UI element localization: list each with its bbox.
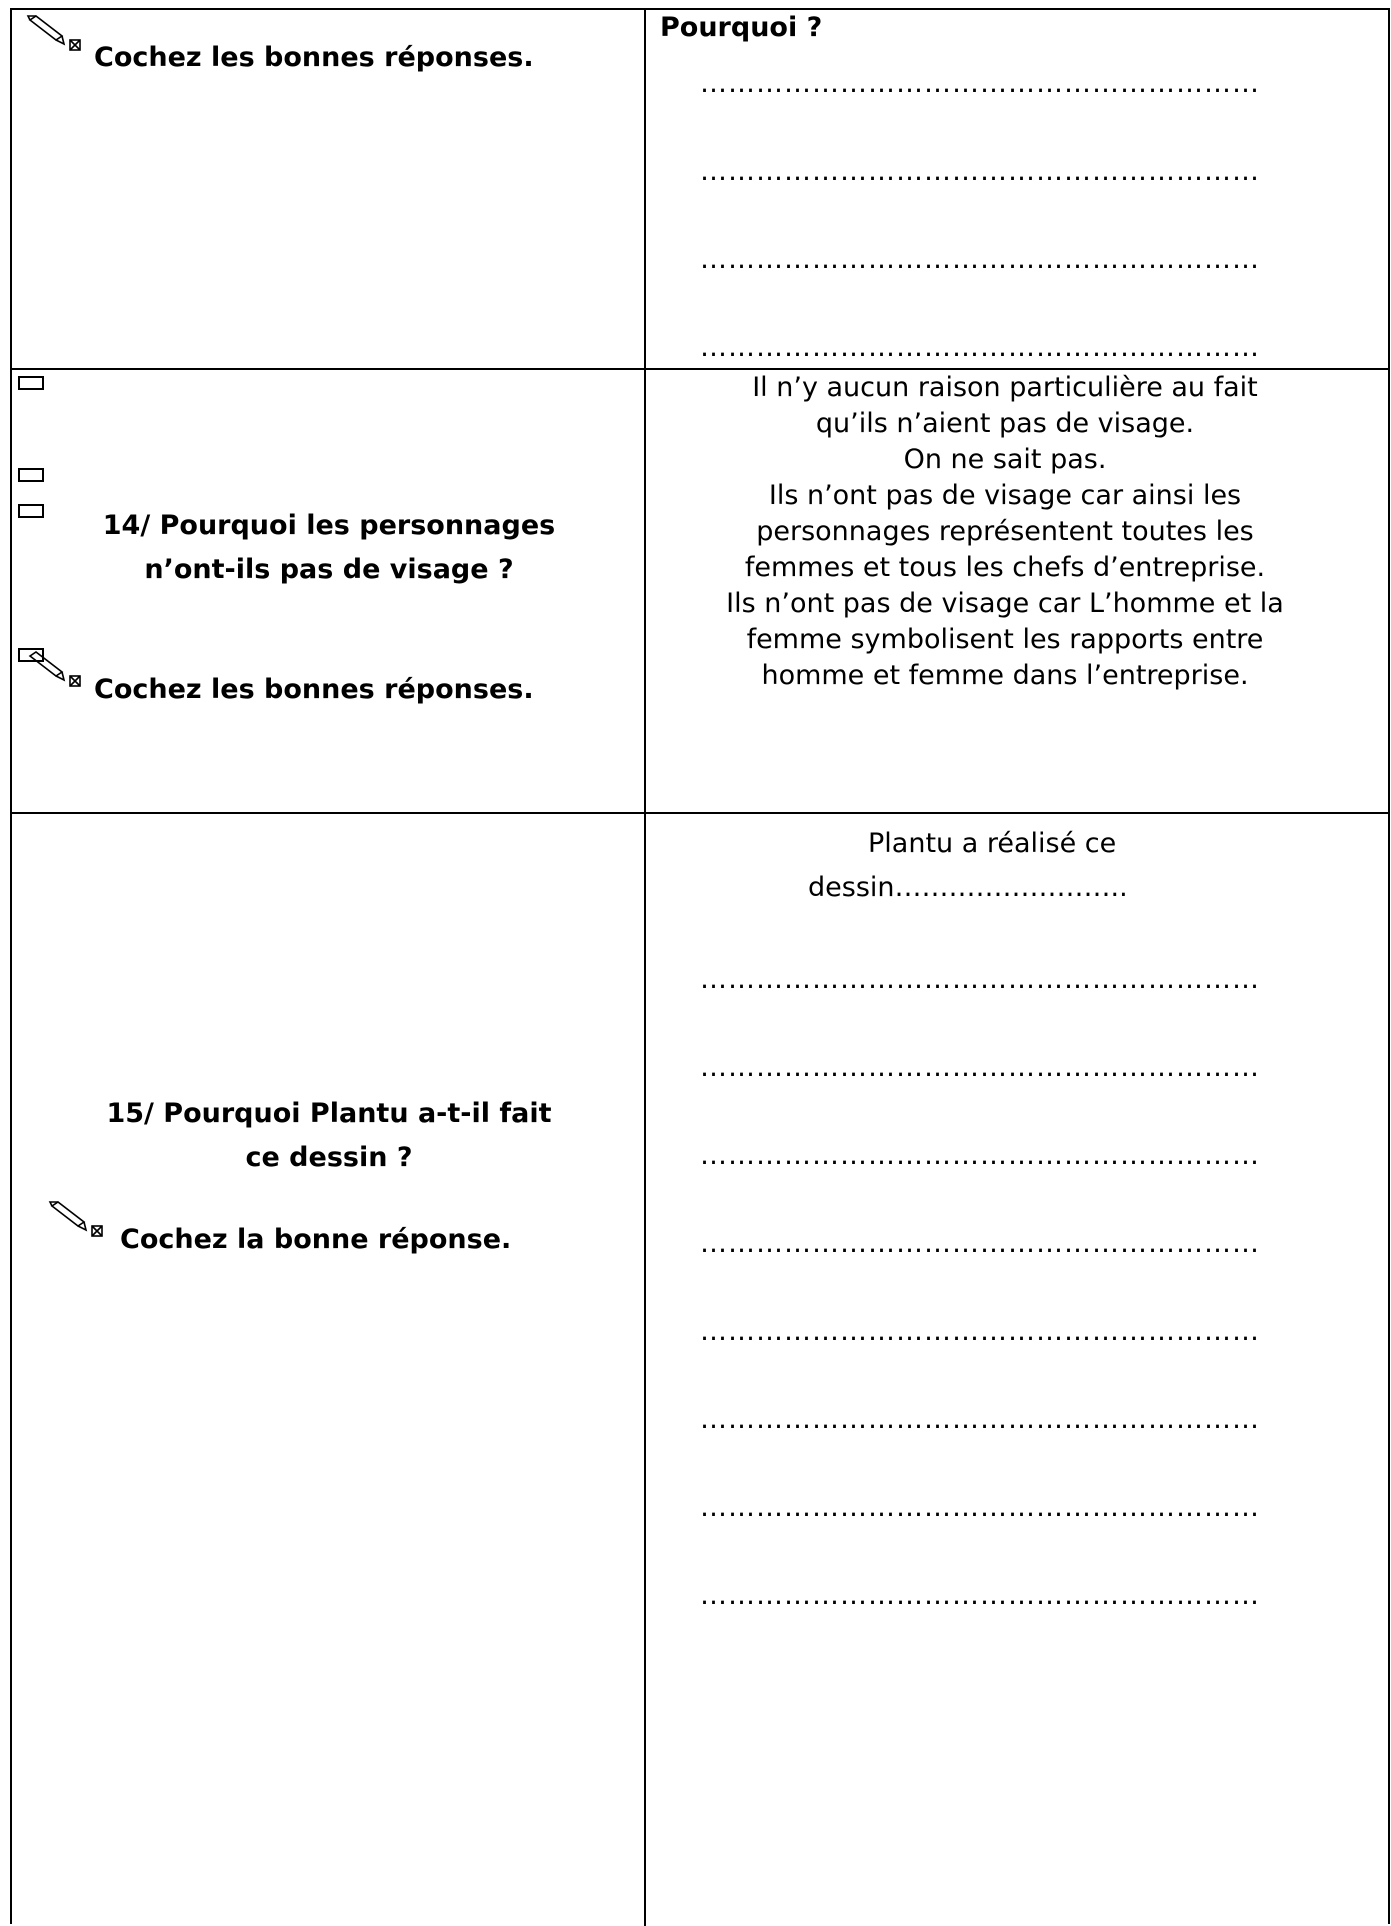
answer-line[interactable]: …………………………………………………… [700,1404,1260,1435]
options-block [634,370,1376,694]
question-14-line2: n’ont-ils pas de visage ? [144,554,514,585]
row2-instruction: Cochez les bonnes réponses. [94,674,534,705]
option-text: homme et femme dans l’entreprise. [761,660,1249,691]
pourquoi-heading: Pourquoi ? [660,12,823,43]
option-text: On ne sait pas. [903,444,1107,475]
answer-line[interactable]: …………………………………………………… [700,332,1260,363]
answer-line[interactable]: …………………………………………………… [700,1052,1260,1083]
option-text: Ils n’ont pas de visage car ainsi les [768,480,1242,511]
row-divider-2 [12,812,1388,814]
option-text: personnages représentent toutes les [756,516,1254,547]
row1-instruction: Cochez les bonnes réponses. [94,42,534,73]
answer-line[interactable]: …………………………………………………… [700,1316,1260,1347]
pencil-icon [48,1200,106,1240]
answer-line[interactable]: …………………………………………………… [700,68,1260,99]
prompt-line1: Plantu a réalisé ce [868,828,1117,859]
answer-line[interactable]: …………………………………………………… [700,244,1260,275]
option-text: femme symbolisent les rapports entre [746,624,1264,655]
checkbox[interactable] [18,468,44,482]
column-divider [644,10,646,1926]
option-text: Ils n’ont pas de visage car L’homme et la [726,588,1284,619]
question-15-line2: ce dessin ? [245,1142,413,1173]
answer-line[interactable]: …………………………………………………… [700,1492,1260,1523]
pencil-icon [26,14,84,54]
answer-line[interactable]: …………………………………………………… [700,1580,1260,1611]
pencil-icon [26,650,84,690]
row3-instruction: Cochez la bonne réponse. [120,1224,512,1255]
option-text: Il n’y aucun raison particulière au fait [752,372,1258,403]
question-14-line1: 14/ Pourquoi les personnages [102,510,556,541]
question-15-line1: 15/ Pourquoi Plantu a-t-il fait [106,1098,552,1129]
answer-line[interactable]: …………………………………………………… [700,1140,1260,1171]
answer-line[interactable]: …………………………………………………… [700,156,1260,187]
checkbox[interactable] [18,376,44,390]
answer-line[interactable]: …………………………………………………… [700,964,1260,995]
answer-line[interactable]: …………………………………………………… [700,1228,1260,1259]
option-text: qu’ils n’aient pas de visage. [815,408,1195,439]
option-text: femmes et tous les chefs d’entreprise. [744,552,1266,583]
prompt-line2[interactable]: dessin…………………….. [808,872,1128,903]
